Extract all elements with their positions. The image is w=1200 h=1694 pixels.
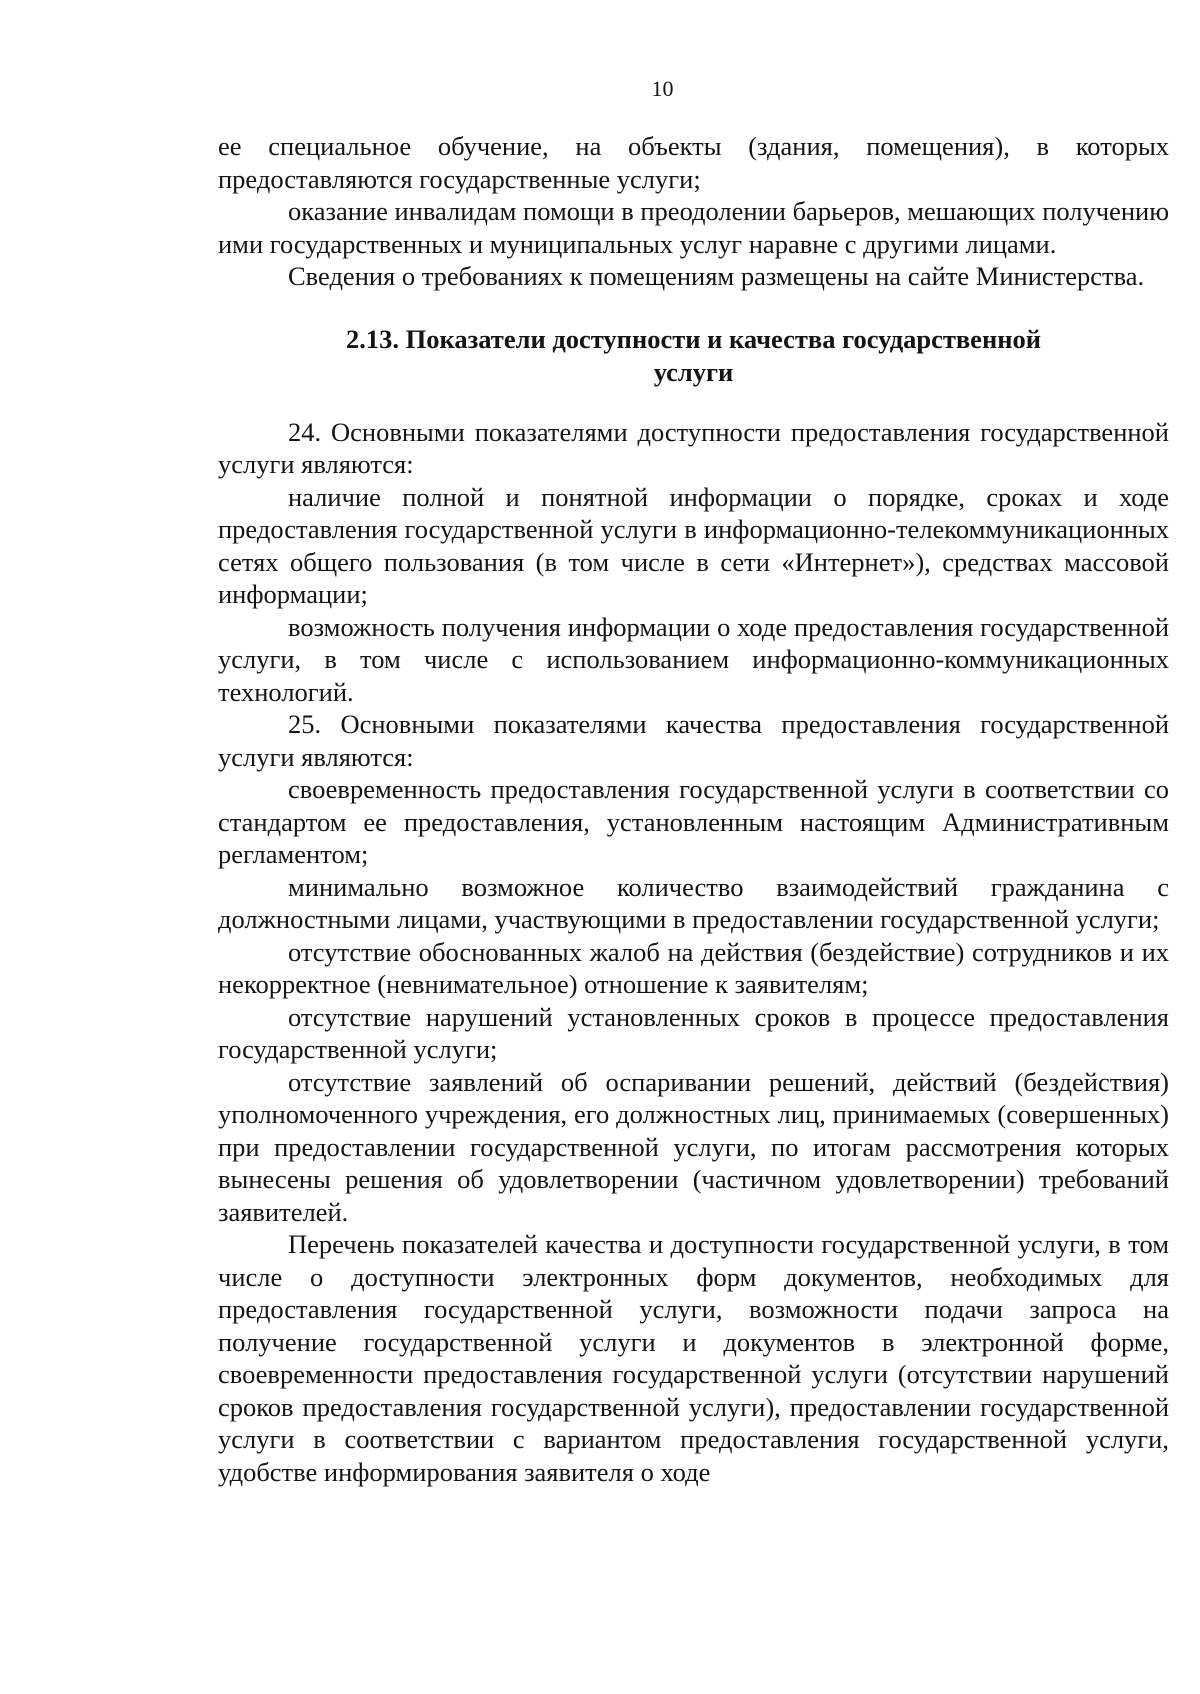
- paragraph-item-24: 24. Основными показателями доступности предоставления государственной услуги являются:: [218, 416, 1169, 479]
- paragraph-intro-3: Сведения о требованиях к помещениям размещены на сайте Министерства.: [288, 261, 1145, 291]
- section-heading: [218, 323, 1169, 389]
- section-heading-line-1: 2.13. Показатели доступности и качества государственной: [345, 323, 1042, 354]
- paragraph-quality-interactions: минимально возможное количество взаимодействий гражданина с должностными лицами, участвующими в предоставлении государственной услуги;: [218, 871, 1169, 934]
- paragraph-indicators-list: Перечень показателей качества и доступности государственной услуги, в том числе о доступности электронных форм документов, необходимых для предоставления государственной услуги, возможности подачи запроса на получение государственной услуги и документов в электронной форме, своевременности предоставления государственной услуги (отсутствии нарушений сроков предоставления государственной услуги), предоставлении государственной услуги в соответствии с вариантом предоставления государственной услуги, удобстве информирования заявителя о ходе: [218, 1229, 1169, 1487]
- paragraph-availability-info: наличие полной и понятной информации о порядке, сроках и ходе предоставления государственной услуги в информационно-телекоммуникационных сетях общего пользования (в том числе в сети «Интернет»), средствах массовой информации;: [218, 481, 1169, 609]
- paragraph-intro-1: ее специальное обучение, на объекты (здания, помещения), в которых предоставляются государственные услуги;: [218, 131, 1169, 194]
- section-heading-line-2: услуги: [653, 356, 734, 387]
- page-number: 10: [651, 76, 674, 101]
- paragraph-quality-complaints: отсутствие обоснованных жалоб на действия (бездействие) сотрудников и их некорректное (невнимательное) отношение к заявителям;: [218, 936, 1169, 999]
- document-body: [218, 130, 1169, 1488]
- paragraph-quality-deadlines: отсутствие нарушений установленных сроков в процессе предоставления государственной услуги;: [218, 1001, 1169, 1064]
- paragraph-quality-timeliness: своевременность предоставления государственной услуги в соответствии со стандартом ее предоставления, установленным настоящим Административным регламентом;: [218, 774, 1169, 869]
- paragraph-item-25: 25. Основными показателями качества предоставления государственной услуги являются:: [218, 709, 1169, 772]
- paragraph-quality-disputes: отсутствие заявлений об оспаривании решений, действий (бездействия) уполномоченного учреждения, его должностных лиц, принимаемых (совершенных) при предоставлении государственной услуги, по итогам рассмотрения которых вынесены решения об удовлетворении (частичном удовлетворении) требований заявителей.: [218, 1066, 1169, 1227]
- paragraph-availability-ict: возможность получения информации о ходе предоставления государственной услуги, в том числе с использованием информационно-коммуникационных технологий.: [218, 611, 1169, 707]
- paragraph-intro-2: оказание инвалидам помощи в преодолении барьеров, мешающих получению ими государственных и муниципальных услуг наравне с другими лицами.: [218, 196, 1169, 259]
